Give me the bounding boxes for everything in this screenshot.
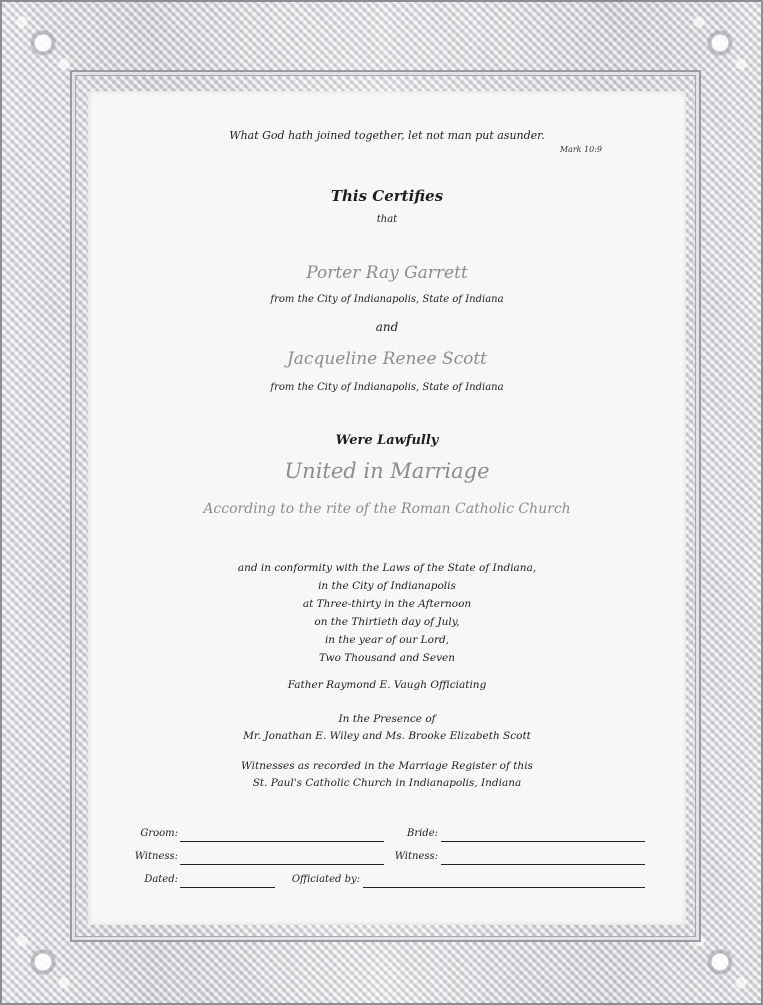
certificate-heading: This Certifies [330,187,444,205]
ceremony-line: and in conformity with the Laws of the State of Indiana, [237,562,537,574]
date-line[interactable] [180,887,275,888]
presence-block [88,711,686,745]
groom-signature-label: Groom: [140,828,178,839]
dated-label: Dated: [144,874,178,885]
register-line: Witnesses as recorded in the Marriage Register of this [241,760,533,772]
witness-signature-label: Witness: [394,851,438,862]
witness-signature-line[interactable] [180,864,384,865]
bible-verse: What God hath joined together, let not man put asunder. [229,129,545,142]
certificate-paper [88,91,686,925]
witness-signature-label: Witness: [134,851,178,862]
frame-corner-ornament [8,927,78,997]
bride-signature-label: Bride: [406,828,438,839]
witness-names: Mr. Jonathan E. Wiley and Ms. Brooke Elizabeth Scott [243,730,531,742]
ceremony-line: at Three-thirty in the Afternoon [302,598,472,610]
frame-corner-ornament [685,8,755,78]
ceremony-line: in the City of Indianapolis [318,580,456,592]
groom-signature-line[interactable] [180,841,384,842]
lawfully-text: Were Lawfully [335,433,439,448]
groom-origin: from the City of Indianapolis, State of Indiana [270,294,504,305]
groom-name: Porter Ray Garrett [306,263,468,283]
bride-name: Jacqueline Renee Scott [286,349,488,369]
officiant-text: Father Raymond E. Vaugh Officiating [287,679,487,691]
officiant-signature-line[interactable] [363,887,645,888]
ceremony-line: Two Thousand and Seven [319,652,455,664]
that-text: that [376,214,398,225]
witness-signature-line[interactable] [441,864,645,865]
bride-signature-line[interactable] [441,841,645,842]
verse-reference: Mark 10:9 [559,145,602,154]
register-block [88,758,686,792]
frame-corner-ornament [8,8,78,78]
ceremony-details [88,559,686,667]
officiated-by-label: Officiated by: [291,874,360,885]
presence-label: In the Presence of [338,713,436,725]
rite-text: According to the rite of the Roman Catholic Church [203,501,571,517]
ceremony-line: on the Thirtieth day of July, [314,616,460,628]
bride-origin: from the City of Indianapolis, State of Indiana [270,382,504,393]
united-in-marriage-text: United in Marriage [284,459,490,483]
ceremony-line: in the year of our Lord, [324,634,450,646]
register-line: St. Paul's Catholic Church in Indianapolis, Indiana [252,777,522,789]
and-text: and [375,320,399,334]
